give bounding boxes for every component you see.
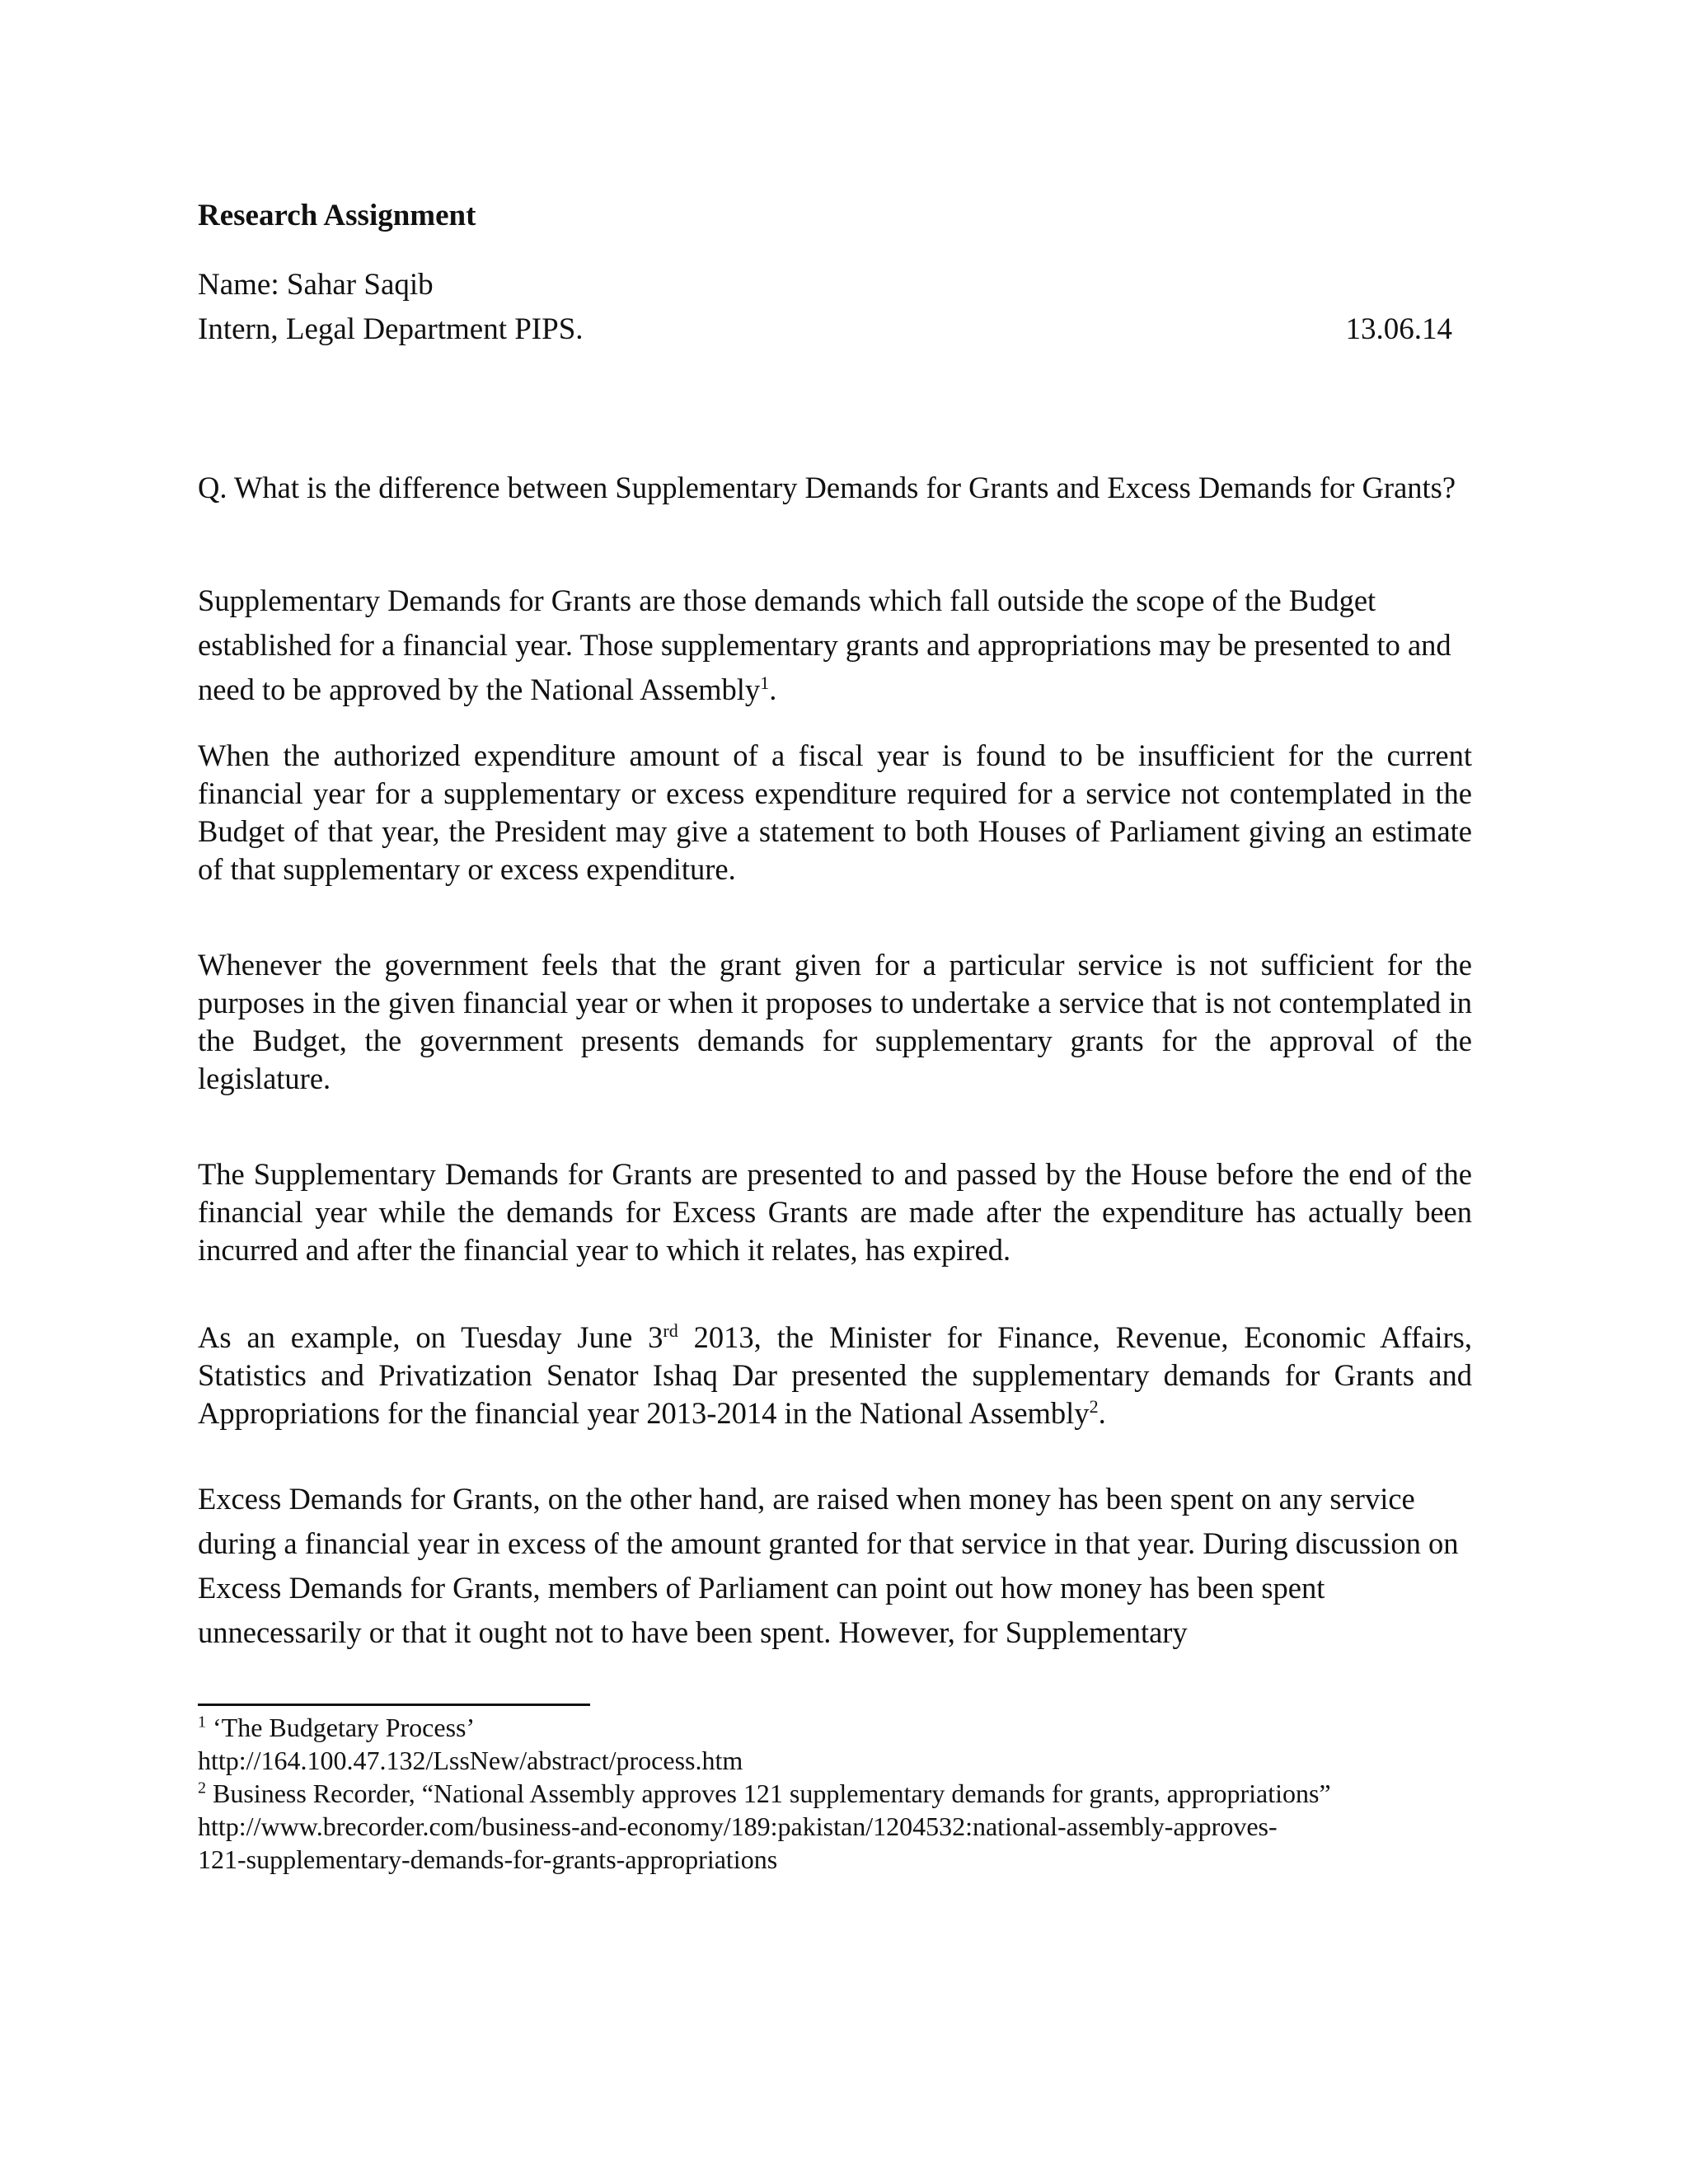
author-position-line: Intern, Legal Department PIPS. (198, 312, 584, 346)
paragraph-supplementary-definition (198, 579, 1472, 712)
paragraph-excess-demands: Excess Demands for Grants, on the other hand, are raised when money has been spent on any service during a financial year in excess of the amount granted for that service in that year. During discussion on Excess Demands for Grants, members of Parliament can point out how money has been spent unnecessarily or that it ought not to have been spent. However, for Supplementary (198, 1482, 1459, 1649)
paragraph-timing: The Supplementary Demands for Grants are presented to and passed by the House before the end of the financial year while the demands for Excess Grants are made after the expenditure has actually been incurred and after the financial year to which it relates, has expired. (198, 1157, 1472, 1267)
paragraph-end: . (1098, 1396, 1106, 1430)
paragraph-end: . (769, 673, 777, 706)
footnote-1-mark: 1 (198, 1713, 206, 1732)
footnote-2 (198, 1777, 1484, 1810)
question-paragraph: Q. What is the difference between Supplementary Demands for Grants and Excess Demands for Grants? (198, 471, 1456, 504)
paragraph-text: Supplementary Demands for Grants are those demands which fall outside the scope of the Budget established for a financial year. Those supplementary grants and appropriations may be presented to and need to be approved by the National Assembly (198, 583, 1451, 706)
footnote-ref-2: 2 (1089, 1395, 1099, 1417)
footnotes (198, 1711, 1484, 1876)
ordinal-suffix: rd (663, 1319, 678, 1341)
paragraph-text: 2013, the Minister for Finance, Revenue, Economic Affairs, Statistics and Privatization Senator Ishaq Dar presented the supplementary demands for Grants and Appropriations for the financial year 2013-2014 in the National Assembly (198, 1320, 1473, 1430)
paragraph-text: As an example, on Tuesday June 3 (198, 1320, 663, 1354)
footnote-1-url: http://164.100.47.132/LssNew/abstract/process.htm (198, 1746, 743, 1775)
footnote-2-mark: 2 (198, 1779, 206, 1797)
footnote-2-url: http://www.brecorder.com/business-and-economy/189:pakistan/1204532:national-assembly-approves- (198, 1811, 1278, 1841)
footnote-ref-1: 1 (760, 672, 770, 693)
author-name-line: Name: Sahar Saqib (198, 268, 434, 302)
footnote-2-text: Business Recorder, “National Assembly approves 121 supplementary demands for grants, appropriations” (206, 1779, 1331, 1808)
footnote-1-title: ‘The Budgetary Process’ (206, 1713, 476, 1742)
document-heading: Research Assignment (198, 199, 476, 232)
paragraph-government-demands: Whenever the government feels that the grant given for a particular service is not sufficient for the purposes in the given financial year or when it proposes to undertake a service that is not contemplated in the Budget, the government presents demands for supplementary grants for the approval of the legislature. (198, 948, 1472, 1095)
paragraph-president-statement: When the authorized expenditure amount of a fiscal year is found to be insufficient for the current financial year for a supplementary or excess expenditure required for a service not contemplated in the Budget of that year, the President may give a statement to both Houses of Parliament giving an estimate of that supplementary or excess expenditure. (198, 738, 1472, 886)
document-date: 13.06.14 (1345, 312, 1452, 346)
paragraph-example (198, 1319, 1472, 1432)
footnote-1 (198, 1711, 1484, 1744)
footnote-divider (198, 1704, 590, 1706)
footnote-2-url-continued: 121-supplementary-demands-for-grants-appropriations (198, 1844, 778, 1874)
